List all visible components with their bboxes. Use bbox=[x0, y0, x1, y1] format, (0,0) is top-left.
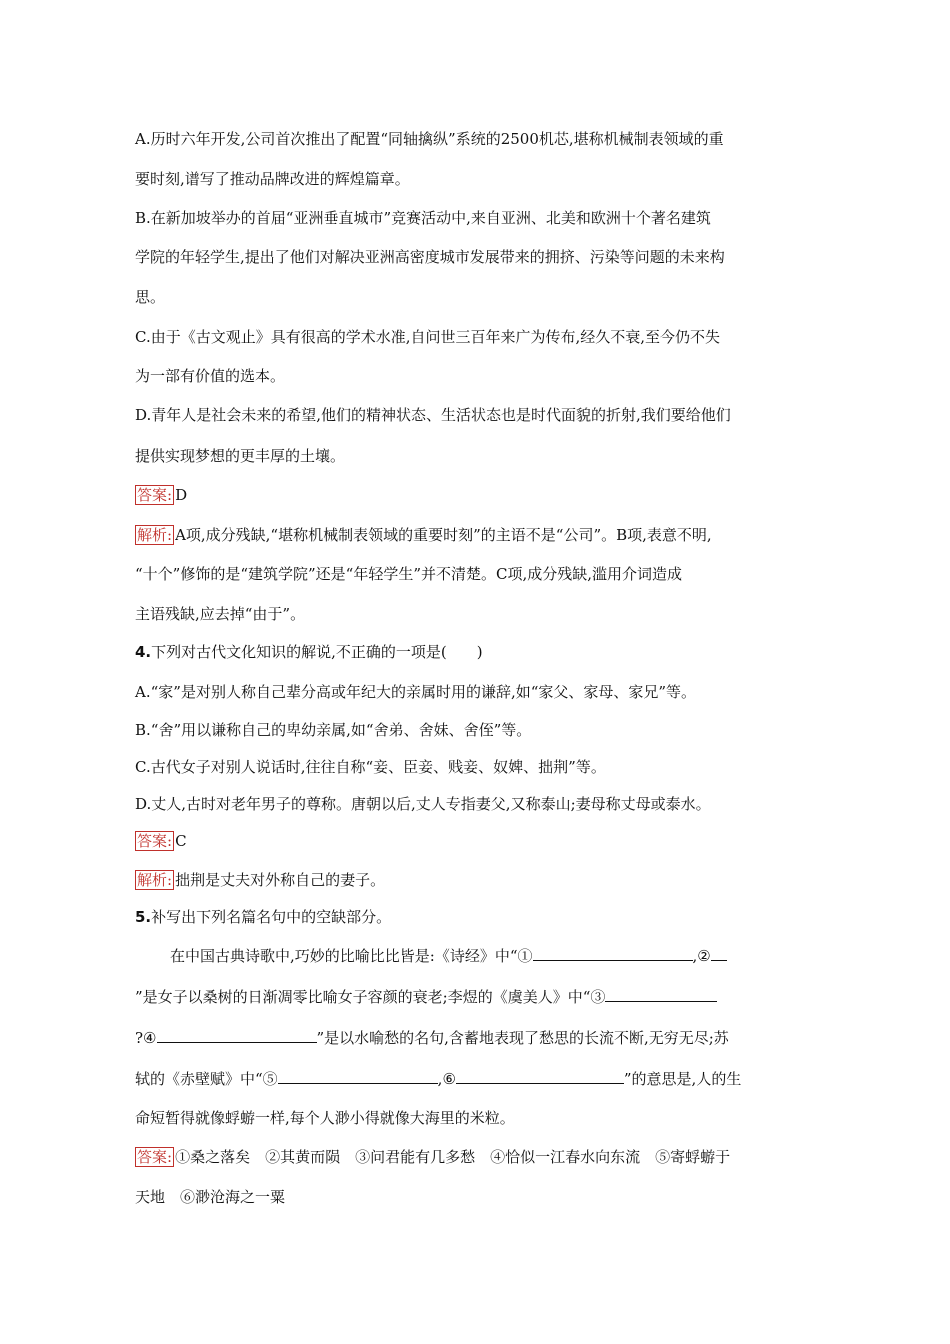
answer-tag: 答案: bbox=[137, 1148, 173, 1166]
text-line: D.青年人是社会未来的希望,他们的精神状态、生活状态也是时代面貌的折射,我们要给他们 bbox=[135, 406, 731, 424]
fill-blank-2[interactable] bbox=[711, 946, 727, 961]
q4-analysis bbox=[135, 870, 385, 890]
q4-option-d: D.丈人,古时对老年男子的尊称。唐朝以后,丈人专指妻父,又称泰山;妻母称丈母或泰水。 bbox=[135, 795, 711, 813]
answer-tag: 答案: bbox=[137, 486, 173, 504]
fill-blank-5[interactable] bbox=[278, 1069, 438, 1084]
text-fragment: 在中国古典诗歌中,巧妙的比喻比比皆是:《诗经》中“① bbox=[170, 947, 533, 965]
text-fragment: ”是女子以桑树的日渐凋零比喻女子容颜的衰老;李煜的《虞美人》中“③ bbox=[135, 988, 606, 1006]
q4-option-c: C.古代女子对别人说话时,往往自称“妾、臣妾、贱妾、奴婢、拙荆”等。 bbox=[135, 758, 606, 776]
text-line: 要时刻,谱写了推动品牌改进的辉煌篇章。 bbox=[135, 170, 410, 188]
text-line: 为一部有价值的选本。 bbox=[135, 367, 286, 385]
question-number: 5. bbox=[135, 908, 152, 926]
fill-blank-1[interactable] bbox=[533, 946, 693, 961]
analysis-text: 拙荆是丈夫对外称自己的妻子。 bbox=[175, 871, 386, 889]
text-fragment: ”的意思是,人的生 bbox=[623, 1070, 742, 1088]
question-text: 下列对古代文化知识的解说,不正确的一项是( ) bbox=[151, 643, 483, 661]
answer-tag: 答案: bbox=[137, 832, 173, 850]
fill-blank-6[interactable] bbox=[456, 1069, 624, 1084]
answer-text: 天地 ⑥渺沧海之一粟 bbox=[135, 1188, 286, 1206]
question-number: 4. bbox=[135, 643, 152, 661]
q3-answer bbox=[135, 485, 187, 505]
analysis-tag: 解析: bbox=[137, 526, 173, 544]
text-line: 学院的年轻学生,提出了他们对解决亚洲高密度城市发展带来的拥挤、污染等问题的未来构 bbox=[135, 248, 725, 266]
q4-answer bbox=[135, 831, 187, 851]
text-line: A.历时六年开发,公司首次推出了配置“同轴擒纵”系统的2500机芯,堪称机械制表领域的重 bbox=[135, 130, 724, 148]
text-fragment: 轼的《赤壁赋》中“⑤ bbox=[135, 1070, 278, 1088]
text-line: B.在新加坡举办的首届“亚洲垂直城市”竞赛活动中,来自亚洲、北美和欧洲十个著名建筑 bbox=[135, 209, 711, 227]
text-fragment: ?④ bbox=[135, 1029, 157, 1047]
answer-value: D bbox=[175, 486, 188, 504]
text-fragment: ,⑥ bbox=[437, 1070, 456, 1088]
answer-text: ①桑之落矣 ②其黄而陨 ③问君能有几多愁 ④恰似一江春水向东流 ⑤寄蜉蝣于 bbox=[175, 1148, 731, 1166]
fill-blank-3[interactable] bbox=[605, 987, 717, 1002]
text-line: C.由于《古文观止》具有很高的学术水准,自问世三百年来广为传布,经久不衰,至今仍不失 bbox=[135, 328, 721, 346]
text-line: 思。 bbox=[135, 288, 166, 306]
text-line: 主语残缺,应去掉“由于”。 bbox=[135, 605, 306, 623]
fill-blank-4[interactable] bbox=[157, 1028, 317, 1043]
q5-stem bbox=[135, 907, 391, 927]
text-line: 提供实现梦想的更丰厚的土壤。 bbox=[135, 447, 346, 465]
question-text: 补写出下列名篇名句中的空缺部分。 bbox=[151, 908, 392, 926]
q4-stem bbox=[135, 642, 483, 662]
answer-value: C bbox=[175, 832, 187, 850]
text-line: “十个”修饰的是“建筑学院”还是“年轻学生”并不清楚。C项,成分残缺,滥用介词造成 bbox=[135, 565, 683, 583]
text-line: A项,成分残缺,“堪称机械制表领域的重要时刻”的主语不是“公司”。B项,表意不明, bbox=[175, 526, 712, 544]
text-fragment: ”是以水喻愁的名句,含蓄地表现了愁思的长流不断,无穷无尽;苏 bbox=[316, 1029, 729, 1047]
text-fragment: ,② bbox=[692, 947, 711, 965]
text-line: 命短暂得就像蜉蝣一样,每个人渺小得就像大海里的米粒。 bbox=[135, 1109, 515, 1127]
q4-option-b: B.“舍”用以谦称自己的卑幼亲属,如“舍弟、舍妹、舍侄”等。 bbox=[135, 721, 532, 739]
q4-option-a: A.“家”是对别人称自己辈分高或年纪大的亲属时用的谦辞,如“家父、家母、家兄”等。 bbox=[135, 683, 697, 701]
analysis-tag: 解析: bbox=[137, 871, 173, 889]
